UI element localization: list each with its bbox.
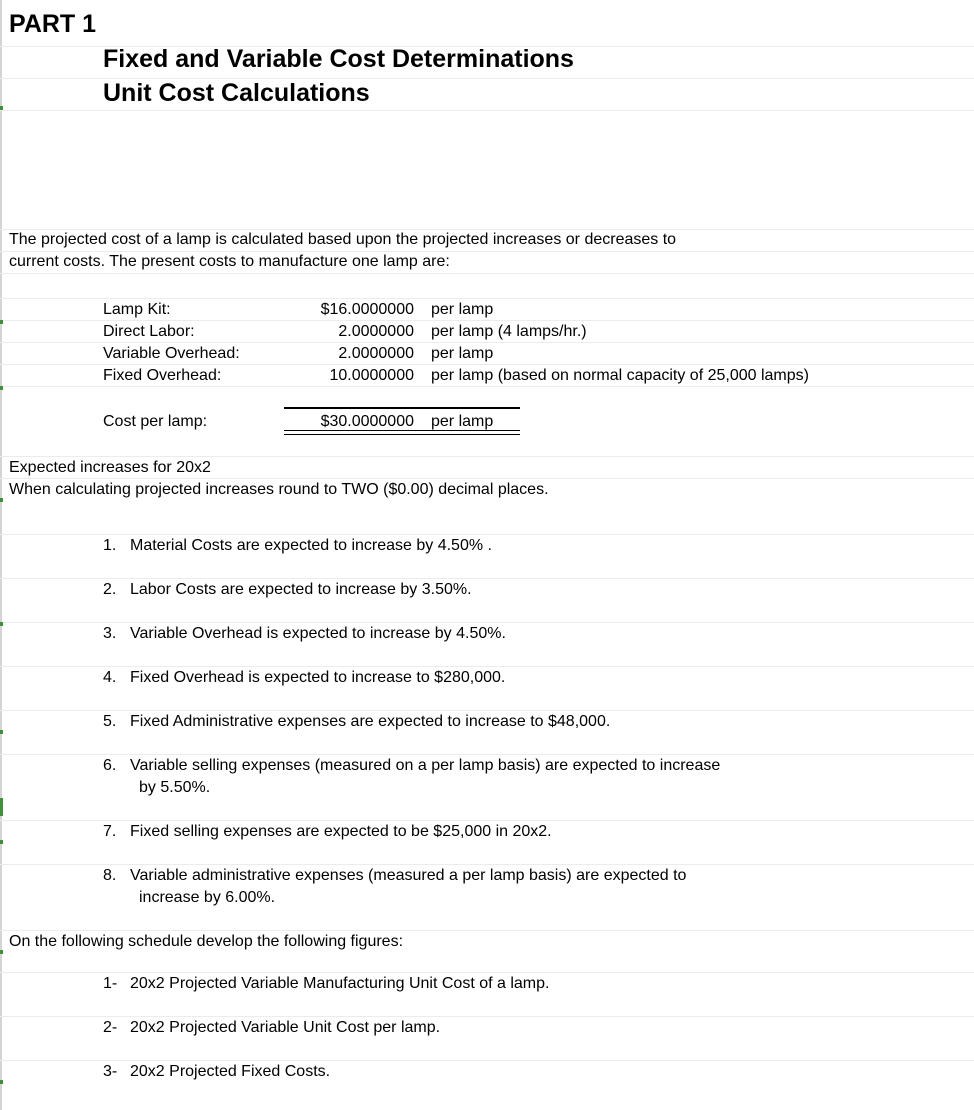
list-number: 1. bbox=[103, 537, 117, 554]
gridline bbox=[0, 710, 974, 711]
row-marker bbox=[0, 106, 3, 110]
gridline bbox=[0, 478, 974, 479]
cost-unit: per lamp bbox=[431, 345, 494, 362]
gridline bbox=[0, 320, 974, 321]
total-value: $30.0000000 bbox=[320, 413, 414, 430]
list-text: Variable administrative expenses (measured a per lamp basis) are expected to bbox=[130, 867, 687, 884]
cost-label: Direct Labor: bbox=[103, 323, 195, 340]
row-marker bbox=[0, 798, 3, 816]
list-text: Fixed Administrative expenses are expected to increase to $48,000. bbox=[130, 713, 611, 730]
list-number: 2- bbox=[103, 1019, 118, 1036]
total-label: Cost per lamp: bbox=[103, 413, 208, 430]
gridline bbox=[0, 534, 974, 535]
cost-label: Variable Overhead: bbox=[103, 345, 240, 362]
list-number: 2. bbox=[103, 581, 117, 598]
list-number: 7. bbox=[103, 823, 117, 840]
gridline bbox=[0, 930, 974, 931]
gridline bbox=[0, 386, 974, 387]
page-title: Fixed and Variable Cost Determinations bbox=[103, 45, 574, 73]
expected-heading: Expected increases for 20x2 bbox=[9, 459, 211, 476]
total-unit: per lamp bbox=[431, 413, 494, 430]
list-text-continued: increase by 6.00%. bbox=[139, 889, 276, 906]
row-marker bbox=[0, 622, 3, 626]
list-text: Variable Overhead is expected to increase by 4.50%. bbox=[130, 625, 506, 642]
gridline bbox=[0, 110, 974, 111]
list-number: 1- bbox=[103, 975, 118, 992]
gridline bbox=[0, 229, 974, 230]
gridline bbox=[0, 864, 974, 865]
intro-line-2: current costs. The present costs to manufacture one lamp are: bbox=[9, 253, 450, 270]
gridline bbox=[0, 273, 974, 274]
gridline bbox=[0, 342, 974, 343]
list-text: Fixed Overhead is expected to increase to $280,000. bbox=[130, 669, 506, 686]
list-text: Labor Costs are expected to increase by 3.50%. bbox=[130, 581, 472, 598]
total-double-rule-2 bbox=[284, 434, 520, 435]
list-text: Fixed selling expenses are expected to be $25,000 in 20x2. bbox=[130, 823, 552, 840]
gridline bbox=[0, 1060, 974, 1061]
sheet-left-border bbox=[0, 0, 2, 1110]
list-text: 20x2 Projected Fixed Costs. bbox=[130, 1063, 331, 1080]
gridline bbox=[0, 754, 974, 755]
cost-value: 10.0000000 bbox=[329, 367, 414, 384]
total-double-rule-1 bbox=[284, 430, 520, 431]
cost-label: Fixed Overhead: bbox=[103, 367, 222, 384]
intro-line-1: The projected cost of a lamp is calculated based upon the projected increases or decreases to bbox=[9, 231, 677, 248]
gridline bbox=[0, 456, 974, 457]
list-number: 8. bbox=[103, 867, 117, 884]
part-heading: PART 1 bbox=[9, 10, 97, 38]
gridline bbox=[0, 578, 974, 579]
page-subtitle: Unit Cost Calculations bbox=[103, 79, 370, 107]
row-marker bbox=[0, 1080, 3, 1084]
gridline bbox=[0, 622, 974, 623]
cost-label: Lamp Kit: bbox=[103, 301, 171, 318]
row-marker bbox=[0, 950, 3, 954]
list-text-continued: by 5.50%. bbox=[139, 779, 211, 796]
list-number: 3. bbox=[103, 625, 117, 642]
gridline bbox=[0, 364, 974, 365]
cost-unit: per lamp (based on normal capacity of 25,000 lamps) bbox=[431, 367, 809, 384]
expected-rounding-note: When calculating projected increases round to TWO ($0.00) decimal places. bbox=[9, 481, 549, 498]
gridline bbox=[0, 298, 974, 299]
total-top-rule bbox=[284, 407, 520, 409]
gridline bbox=[0, 251, 974, 252]
list-number: 3- bbox=[103, 1063, 118, 1080]
schedule-intro: On the following schedule develop the following figures: bbox=[9, 933, 404, 950]
list-text: 20x2 Projected Variable Unit Cost per lamp. bbox=[130, 1019, 441, 1036]
gridline bbox=[0, 666, 974, 667]
cost-unit: per lamp (4 lamps/hr.) bbox=[431, 323, 587, 340]
cost-value: 2.0000000 bbox=[338, 345, 414, 362]
list-number: 6. bbox=[103, 757, 117, 774]
row-marker bbox=[0, 840, 3, 844]
gridline bbox=[0, 972, 974, 973]
list-number: 5. bbox=[103, 713, 117, 730]
cost-value: $16.0000000 bbox=[320, 301, 414, 318]
list-text: Material Costs are expected to increase by 4.50% . bbox=[130, 537, 492, 554]
row-marker bbox=[0, 498, 3, 502]
cost-unit: per lamp bbox=[431, 301, 494, 318]
list-text: Variable selling expenses (measured on a per lamp basis) are expected to increase bbox=[130, 757, 721, 774]
gridline bbox=[0, 1016, 974, 1017]
cost-value: 2.0000000 bbox=[338, 323, 414, 340]
row-marker bbox=[0, 730, 3, 734]
row-marker bbox=[0, 386, 3, 390]
list-text: 20x2 Projected Variable Manufacturing Unit Cost of a lamp. bbox=[130, 975, 550, 992]
row-marker bbox=[0, 320, 3, 324]
list-number: 4. bbox=[103, 669, 117, 686]
gridline bbox=[0, 820, 974, 821]
